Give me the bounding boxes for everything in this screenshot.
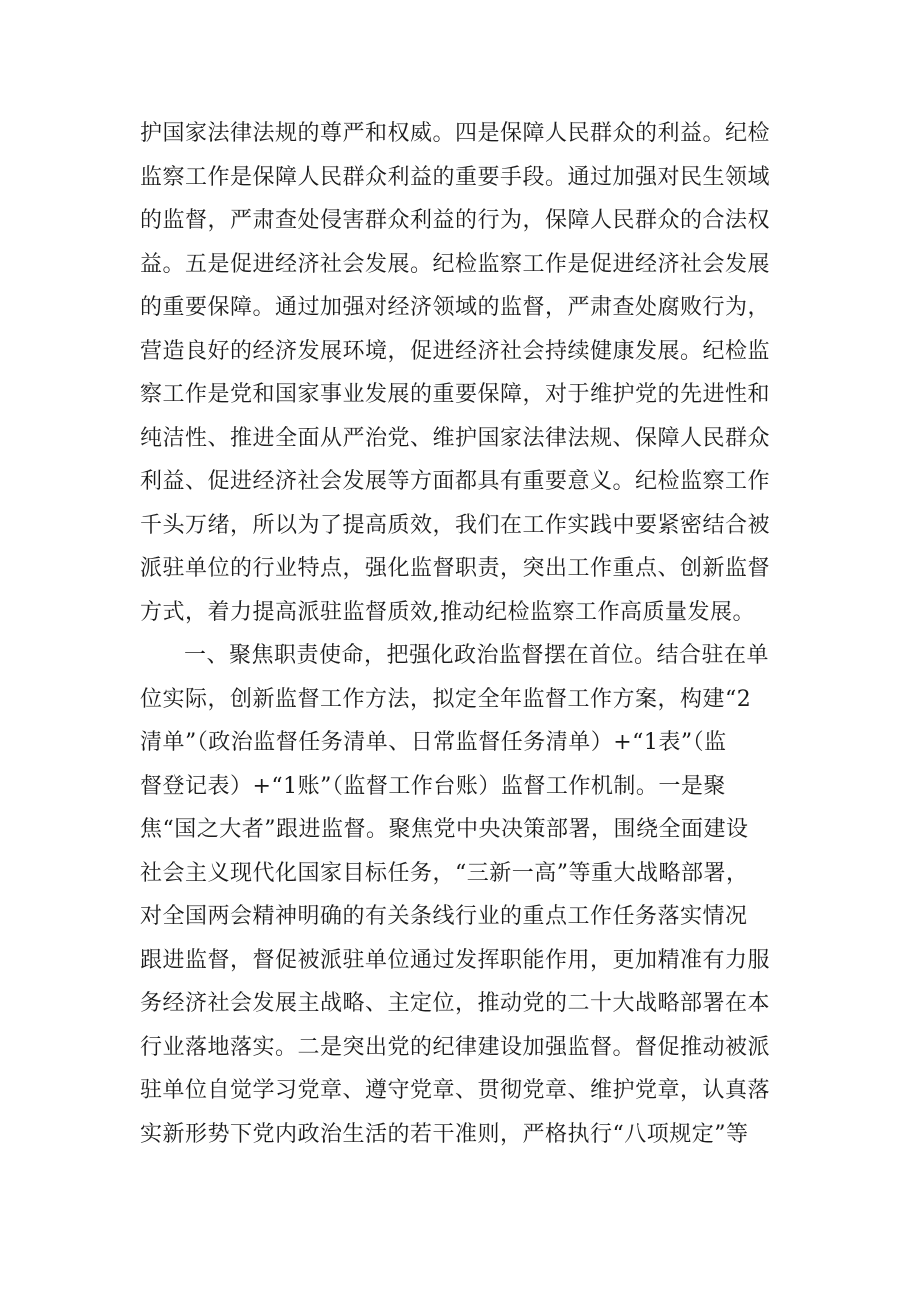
text-line: 位实际，创新监督工作方法，拟定全年监督工作方案，构建“2 xyxy=(140,686,752,712)
text-line: 行业落地落实。二是突出党的纪律建设加强监督。督促推动被派 xyxy=(140,1034,771,1060)
section-heading-line: 一、聚焦职责使命，把强化政治监督摆在首位。结合驻在单 xyxy=(184,643,770,668)
text-line: 的监督，严肃查处侵害群众利益的行为，保障人民群众的合法权 xyxy=(140,208,771,233)
text-line: 清单”（政治监督任务清单、日常监督任务清单）+“1表”（监 xyxy=(140,730,727,755)
text-line: 驻单位自觉学习党章、遵守党章、贯彻党章、维护党章，认真落 xyxy=(140,1078,771,1103)
text-line: 跟进监督，督促被派驻单位通过发挥职能作用，更加精准有力服 xyxy=(140,947,771,973)
text-line: 千头万绪，所以为了提高质效，我们在工作实践中要紧密结合被 xyxy=(140,512,771,538)
document-body xyxy=(140,112,800,1156)
text-line: 务经济社会发展主战略、主定位，推动党的二十大战略部署在本 xyxy=(140,991,771,1016)
text-line: 纯洁性、推进全面从严治党、维护国家法律法规、保障人民群众 xyxy=(140,425,771,451)
text-line: 方式，着力提高派驻监督质效,推动纪检监察工作高质量发展。 xyxy=(140,599,755,625)
text-line: 实新形势下党内政治生活的若干准则，严格执行“八项规定”等 xyxy=(140,1121,749,1147)
text-line: 对全国两会精神明确的有关条线行业的重点工作任务落实情况 xyxy=(140,904,748,929)
text-line: 督登记表）+“1账”（监督工作台账）监督工作机制。一是聚 xyxy=(140,773,726,799)
text-line: 监察工作是保障人民群众利益的重要手段。通过加强对民生领域 xyxy=(140,164,771,190)
text-line: 焦“国之大者”跟进监督。聚焦党中央决策部署，围绕全面建设 xyxy=(140,817,749,842)
text-line: 护国家法律法规的尊严和权威。四是保障人民群众的利益。纪检 xyxy=(140,121,771,146)
text-line: 社会主义现代化国家目标任务，“三新一高”等重大战略部署， xyxy=(140,860,749,886)
text-line: 派驻单位的行业特点，强化监督职责，突出工作重点、创新监督 xyxy=(140,556,771,581)
text-line: 察工作是党和国家事业发展的重要保障，对于维护党的先进性和 xyxy=(140,382,771,407)
text-line: 营造良好的经济发展环境，促进经济社会持续健康发展。纪检监 xyxy=(140,338,771,364)
text-line: 益。五是促进经济社会发展。纪检监察工作是促进经济社会发展 xyxy=(140,251,771,277)
text-line: 的重要保障。通过加强对经济领域的监督，严肃查处腐败行为， xyxy=(140,295,771,320)
text-line: 利益、促进经济社会发展等方面都具有重要意义。纪检监察工作 xyxy=(140,469,771,494)
